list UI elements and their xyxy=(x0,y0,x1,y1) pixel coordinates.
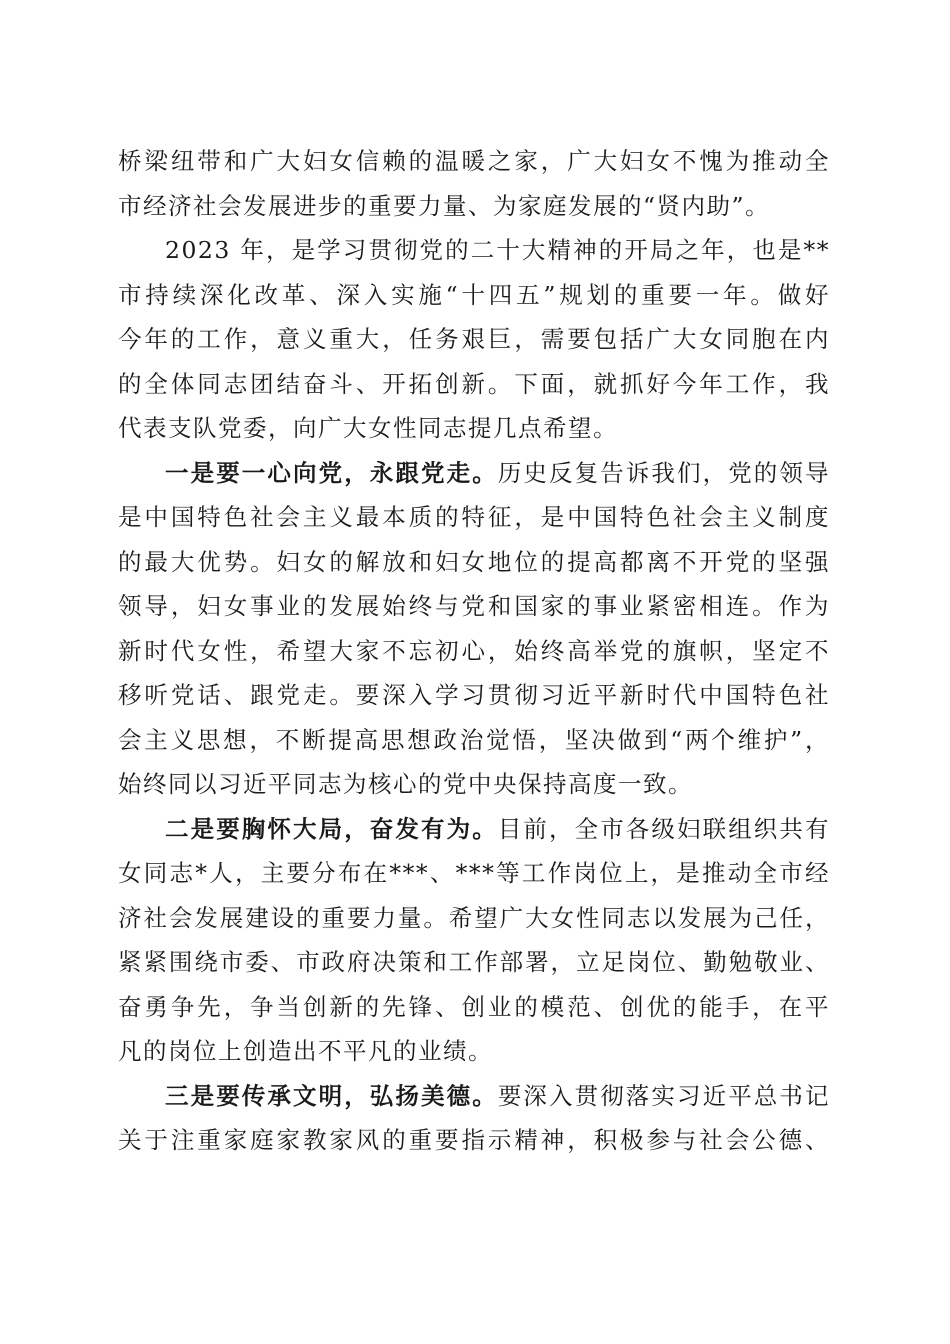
text-run: 目前，全市各级妇联组织共有 xyxy=(497,814,831,843)
text-line: 紧紧围绕市委、市政府决策和工作部署，立足岗位、勤勉敬业、 xyxy=(118,948,830,976)
text-line xyxy=(118,451,830,496)
text-line: 关于注重家庭家教家风的重要指示精神，积极参与社会公德、 xyxy=(118,1126,830,1154)
section-heading: 二是要胸怀大局，奋发有为。 xyxy=(165,814,498,843)
text-line: 市经济社会发展进步的重要力量、为家庭发展的“贤内助”。 xyxy=(118,191,771,220)
text-line: 是中国特色社会主义最本质的特征，是中国特色社会主义制度 xyxy=(118,503,830,531)
text-line: 的全体同志团结奋斗、开拓创新。下面，就抓好今年工作，我 xyxy=(118,369,830,398)
text-line: 新时代女性，希望大家不忘初心，始终高举党的旗帜，坚定不 xyxy=(118,636,830,665)
text-line: 奋勇争先，争当创新的先锋、创业的模范、创优的能手，在平 xyxy=(118,992,830,1021)
text-line: 今年的工作，意义重大，任务艰巨，需要包括广大女同胞在内 xyxy=(118,325,830,353)
text-line xyxy=(118,807,830,852)
text-line: 领导，妇女事业的发展始终与党和国家的事业紧密相连。作为 xyxy=(118,592,830,620)
document-body xyxy=(118,139,830,1163)
text-line: 2023 年，是学习贯彻党的二十大精神的开局之年，也是** xyxy=(165,236,830,264)
text-line: 移听党话、跟党走。要深入学习贯彻习近平新时代中国特色社 xyxy=(118,681,830,709)
text-line: 代表支队党委，向广大女性同志提几点希望。 xyxy=(118,414,618,442)
paragraph-3 xyxy=(118,451,830,807)
text-line: 桥梁纽带和广大妇女信赖的温暖之家，广大妇女不愧为推动全 xyxy=(118,147,830,175)
text-run: 要深入贯彻落实习近平总书记 xyxy=(497,1081,831,1110)
text-run: 历史反复告诉我们，党的领导 xyxy=(497,458,831,487)
text-line: 的最大优势。妇女的解放和妇女地位的提高都离不开党的坚强 xyxy=(118,547,830,576)
paragraph-5 xyxy=(118,1074,830,1163)
paragraph-4 xyxy=(118,807,830,1074)
section-heading: 三是要传承文明，弘扬美德。 xyxy=(165,1081,498,1110)
text-line xyxy=(118,1074,830,1119)
text-line: 凡的岗位上创造出不平凡的业绩。 xyxy=(118,1037,493,1065)
text-line: 济社会发展建设的重要力量。希望广大女性同志以发展为己任， xyxy=(118,903,830,932)
text-line: 始终同以习近平同志为核心的党中央保持高度一致。 xyxy=(118,770,693,798)
paragraph-2 xyxy=(118,228,830,451)
paragraph-1 xyxy=(118,139,830,228)
text-line: 女同志*人，主要分布在***、***等工作岗位上，是推动全市经 xyxy=(118,859,830,887)
text-line: 会主义思想，不断提高思想政治觉悟，坚决做到“两个维护”， xyxy=(118,725,830,754)
text-line: 市持续深化改革、深入实施“十四五”规划的重要一年。做好 xyxy=(118,280,830,309)
section-heading: 一是要一心向党，永跟党走。 xyxy=(165,458,498,487)
